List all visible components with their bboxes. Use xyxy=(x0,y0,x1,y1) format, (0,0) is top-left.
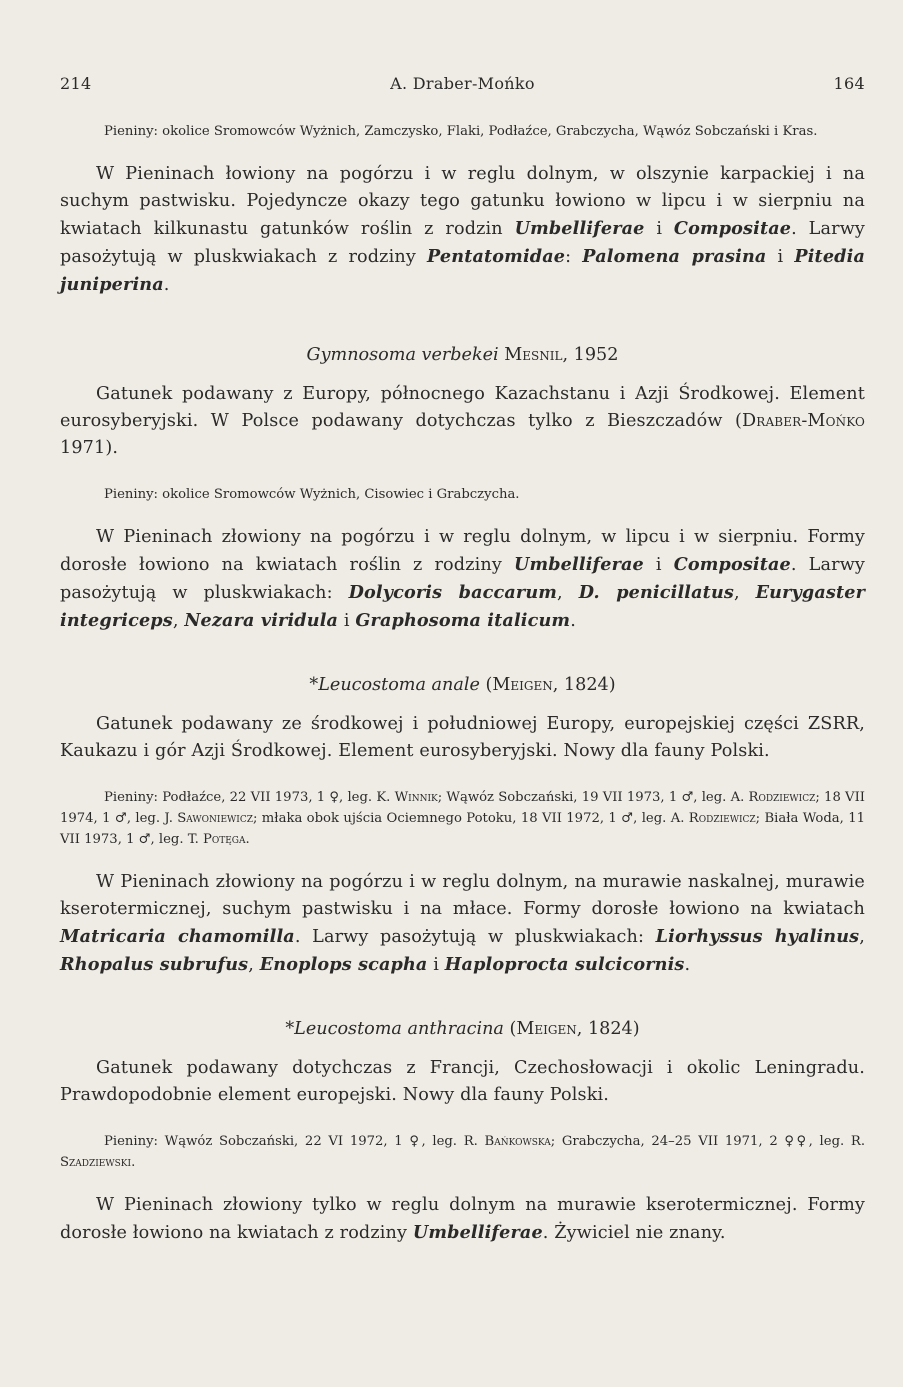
body-paragraph xyxy=(60,524,865,635)
taxon-name: Matricaria chamomilla xyxy=(60,926,295,947)
taxon-name: Rhopalus subrufus xyxy=(60,954,249,975)
text: W Pieninach łowiony na pogórzu i w reglu dolnym, w olszynie karpackiej i na suchym pastwisku. Pojedyncze okazy tego gatunku łowiono w lipcu i w sierpniu na kwiatach kilkunastu gatunków roślin z rodzin xyxy=(60,164,865,239)
collector-name: Winnik xyxy=(394,790,438,805)
text: , xyxy=(557,583,579,603)
text: . Żywiciel nie znany. xyxy=(542,1223,726,1243)
body-paragraph xyxy=(60,161,865,299)
species-author: Mesnil xyxy=(504,345,563,365)
page-number-right: 164 xyxy=(833,74,865,93)
text: ; 18 VII 1974, 1 ♂, leg. J. xyxy=(60,790,865,826)
collector-name: Rodziewicz xyxy=(688,811,756,826)
text: ; Wąwóz Sobczański, 19 VII 1973, 1 ♂, leg. A. xyxy=(437,790,749,805)
text: Pieniny: Podłaźce, 22 VII 1973, 1 ♀, leg. K. xyxy=(104,790,395,805)
text: W Pieninach złowiony na pogórzu i w reglu dolnym, w lipcu i w sierpniu. Formy dorosłe łowiono na kwiatach roślin z rodziny xyxy=(60,527,865,575)
taxon-name: Liorhyssus hyalinus xyxy=(655,926,860,947)
taxon-name: Palomena prasina xyxy=(582,246,767,267)
body-paragraph xyxy=(60,869,865,979)
taxon-name: Compositae xyxy=(673,218,792,239)
text: i xyxy=(643,555,674,575)
taxon-name: Compositae xyxy=(673,554,791,575)
text: , xyxy=(859,927,865,947)
text: i xyxy=(766,247,795,267)
taxon-name: Enoplops scapha xyxy=(259,954,428,975)
collector-name: Rodziewicz xyxy=(748,790,816,805)
taxon-name: Nezara viridula xyxy=(184,610,339,631)
text: ; młaka obok ujścia Ociemnego Potoku, 18 VII 1972, 1 ♂, leg. A. xyxy=(253,811,689,826)
species-heading xyxy=(60,675,865,695)
species-year: , 1824) xyxy=(552,675,616,695)
text: , xyxy=(172,611,185,631)
text: . Larwy pasożytują w pluskwiakach z rodziny xyxy=(60,219,866,267)
species-name: *Leucostoma anthracina xyxy=(285,1019,504,1039)
taxon-name: D. penicillatus xyxy=(578,582,734,603)
text: , xyxy=(733,583,756,603)
collector-name: Szadziewski xyxy=(60,1155,132,1170)
text: . xyxy=(163,275,170,295)
locality-paragraph xyxy=(60,1131,865,1173)
text: ; Grabczycha, 24–25 VII 1971, 2 ♀♀, leg. R. xyxy=(550,1134,866,1149)
running-header xyxy=(60,74,865,93)
collector-name: Sawoniewicz xyxy=(177,811,253,826)
text: . xyxy=(131,1155,136,1170)
species-author: Meigen xyxy=(492,675,553,695)
species-heading xyxy=(60,1019,865,1039)
text: : xyxy=(565,247,583,267)
page-number-left: 214 xyxy=(60,74,92,93)
collector-name: Bańkowska xyxy=(484,1134,551,1149)
species-name: Gymnosoma verbekei xyxy=(306,345,499,365)
body-paragraph xyxy=(60,381,865,462)
text: i xyxy=(338,611,356,631)
text: 1971). xyxy=(60,438,119,458)
species-year: , 1824) xyxy=(576,1019,640,1039)
text: , xyxy=(248,955,260,975)
text: . Larwy pasożytują w pluskwiakach: xyxy=(294,927,656,947)
taxon-name: Haploprocta sulcicornis xyxy=(444,954,685,975)
text: . Larwy pasożytują w pluskwiakach: xyxy=(60,555,865,603)
taxon-name: Dolycoris baccarum xyxy=(348,582,558,603)
text: Pieniny: Wąwóz Sobczański, 22 VI 1972, 1 ♀, leg. R. xyxy=(104,1134,485,1149)
taxon-name: Graphosoma italicum xyxy=(355,610,571,631)
text: . xyxy=(245,832,250,847)
text: . xyxy=(684,955,691,975)
text: Gatunek podawany z Europy, północnego Kazachstanu i Azji Środkowej. Element eurosyberyjski. W Polsce podawany dotychczas tylko z Bieszczadów ( xyxy=(60,384,865,431)
text: . xyxy=(570,611,576,631)
text: ; Biała Woda, 11 VII 1973, 1 ♂, leg. T. xyxy=(60,811,865,847)
taxon-name: Umbelliferae xyxy=(513,554,644,575)
citation-author: Draber-Mońko xyxy=(742,411,865,431)
taxon-name: Umbelliferae xyxy=(514,218,645,239)
species-year: , 1952 xyxy=(562,345,619,365)
locality-paragraph: Pieniny: okolice Sromowców Wyżnich, Zamczysko, Flaki, Podłaźce, Grabczycha, Wąwóz Sobczański i Kras. xyxy=(104,124,818,139)
locality-paragraph: Pieniny: okolice Sromowców Wyżnich, Cisowiec i Grabczycha. xyxy=(104,487,520,502)
taxon-name: Pitedia juniperina xyxy=(60,246,865,295)
text: W Pieninach złowiony na pogórzu i w reglu dolnym, na murawie naskalnej, murawie kserotermicznej, suchym pastwisku i na młace. Formy dorosłe łowiono na kwiatach xyxy=(60,872,865,919)
text: i xyxy=(644,219,674,239)
body-paragraph: Gatunek podawany ze środkowej i południowej Europy, europejskiej części ZSRR, Kaukazu i gór Azji Środkowej. Element eurosyberyjski. Nowy dla fauny Polski. xyxy=(60,714,865,761)
species-name: *Leucostoma anale xyxy=(309,675,480,695)
collector-name: Potęga xyxy=(202,832,246,847)
taxon-name: Pentatomidae xyxy=(427,246,566,267)
taxon-name: Umbelliferae xyxy=(412,1222,543,1243)
body-paragraph xyxy=(60,1192,865,1247)
text: ( xyxy=(503,1019,517,1039)
text: ( xyxy=(479,675,493,695)
species-author: Meigen xyxy=(516,1019,577,1039)
taxon-name: Eurygaster integriceps xyxy=(60,582,865,631)
running-head-author: A. Draber-Mońko xyxy=(390,74,535,93)
body-paragraph: Gatunek podawany dotychczas z Francji, Czechosłowacji i okolic Leningradu. Prawdopodobnie element europejski. Nowy dla fauny Polski. xyxy=(60,1058,865,1105)
species-heading xyxy=(60,345,865,365)
text: i xyxy=(427,955,445,975)
text: W Pieninach złowiony tylko w reglu dolnym na murawie kserotermicznej. Formy dorosłe łowiono na kwiatach z rodziny xyxy=(60,1195,865,1243)
locality-paragraph xyxy=(60,787,865,850)
